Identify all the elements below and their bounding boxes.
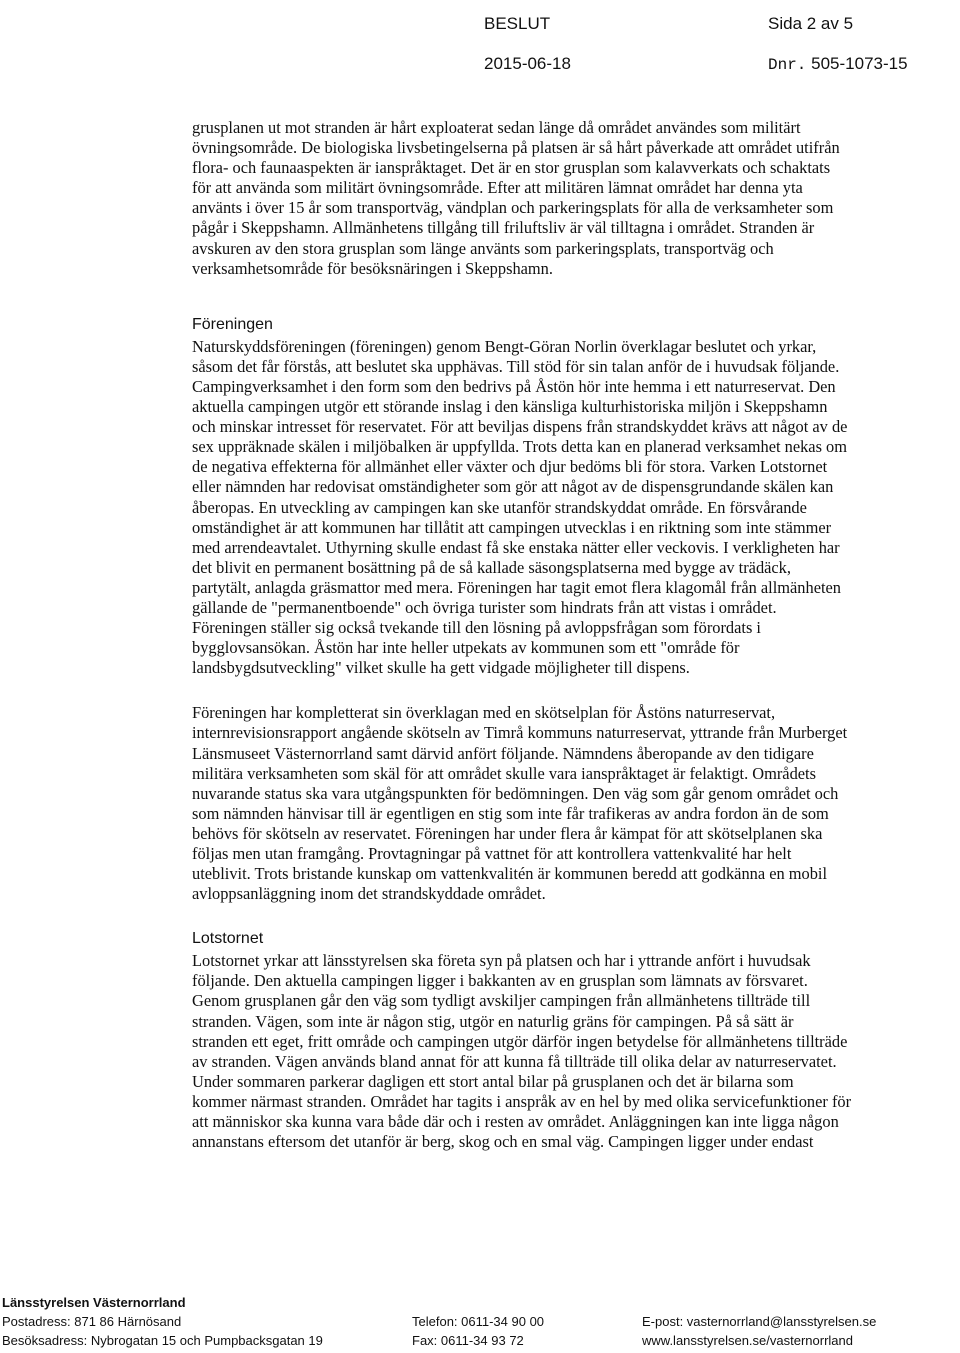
footer-address-column <box>2 1293 323 1350</box>
diary-number-label: Dnr. <box>768 56 807 74</box>
header-left <box>484 4 571 84</box>
footer-phone: Telefon: 0611-34 90 00 <box>412 1314 545 1329</box>
footer-website: www.lansstyrelsen.se/vasternorrland <box>642 1333 853 1348</box>
lotstornet-paragraph-1: Lotstornet yrkar att länsstyrelsen ska företa syn på platsen och har i yttrande anfört i huvudsak följande. Den aktuella campingen ligger i bakkanten av en grusplan som lämnats av försvaret. Genom grusplanen går den väg som tydligt avskiljer campingen från allmänhetens tillträde till stranden. Vägen, som inte är någon stig, utgör en naturlig gräns för campingen. På så sätt är stranden ett eget, fritt område och campingen utgör därför ingen betydelse för allmänhetens tillträde av stranden. Vägen används bland annat för att kunna få tillträde till olika delar av naturreservatet. Under sommaren parkerar dagligen ett stort antal bilar på grusplanen och det är bilarna som kommer närmast stranden. Området har tagits i anspråk av en hel by med olika servicefunktioner för att människor ska kunna vara både där och i resten av området. Anläggningen kan inte ligga någon annanstans eftersom det utanför är berg, skog och en smal väg. Campingen ligger under endast <box>192 951 852 1152</box>
footer-email: E-post: vasternorrland@lansstyrelsen.se <box>642 1314 877 1329</box>
footer-org-name: Länsstyrelsen Västernorrland <box>2 1295 186 1310</box>
diary-number <box>768 44 908 85</box>
foreningen-paragraph-1: Naturskyddsföreningen (föreningen) genom Bengt-Göran Norlin överklagar beslutet och yrkar, såsom det får förstås, att beslutet ska upphävas. Till stöd för sin talan anför de i huvudsak följande. Campingverksamhet i den form som den bedrivs på Åstön hör inte hemma i ett naturreservat. Den aktuella campingen utgör ett störande inslag i den känsliga kulturhistoriska miljön i Skeppshamn och minskar intresset för reservatet. För att beviljas dispens från strandskyddet krävs att något av de sex uppräknade skälen i miljöbalken är uppfyllda. Trots detta kan en planerad verksamhet nekas om de negativa effekterna för allmänhet eller växter och djur bedöms bli för stora. Varken Lotstornet eller nämnden har redovisat omständigheter som gör att något av de dispensgrundande skälen kan åberopas. En utveckling av campingen kan ske utanför strandskyddat område. En försvårande omständighet är att kommunen har tillåtit att campingen utvecklas i en riktning som inte stämmer med arrendeavtalet. Uthyrning skulle endast få ske enstaka nätter eller veckovis. I verkligheten har det blivit en permanent bosättning på de så kallade säsongsplatserna med bygge av trädäck, partytält, anlagda gräsmattor med mera. Föreningen har tagit emot flera klagomål från allmänheten gällande de "permanentboende" och övriga turister som hindrats från att vistas i området. Föreningen ställer sig också tvekande till den lösning på avloppsfrågan som förordats i bygglovsansökan. Åstön har inte heller utpekats av kommunen som ett "område för landsbygdsutveckling" vilket skulle ha gett vidgade möjligheter till dispens. <box>192 336 848 678</box>
intro-paragraph: grusplanen ut mot stranden är hårt exploaterat sedan länge då området användes som militärt övningsområde. De biologiska livsbetingelserna på platsen är så hårt påverkade att området utifrån flora- och faunaaspekten är ianspråktaget. Det är en stor grusplan som kalavverkats och schaktats för att använda som militärt övningsområde. Efter att militären lämnat området har denna yta använts i över 15 år som transportväg, vändplan och parkeringsplats för alla de verksamheter som pågår i Skeppshamn. Allmänhetens tillgång till friluftsliv är väl tilltagna i området. Stranden är avskuren av den stora grusplan som länge använts som parkeringsplats, transportväg och verksamhetsområde för besöksnäringen i Skeppshamn. <box>192 118 840 278</box>
footer-phone-column <box>412 1312 544 1350</box>
footer-postal-address: Postadress: 871 86 Härnösand <box>2 1314 182 1329</box>
document-type: BESLUT <box>484 14 551 33</box>
section-heading-lotstornet: Lotstornet <box>192 930 264 948</box>
footer-visit-address: Besöksadress: Nybrogatan 15 och Pumpbacksgatan 19 <box>2 1333 323 1348</box>
page-number: Sida 2 av 5 <box>768 14 854 33</box>
footer-fax: Fax: 0611-34 93 72 <box>412 1333 524 1348</box>
foreningen-paragraph-2: Föreningen har kompletterat sin överklagan med en skötselplan för Åstöns naturreservat, internrevisionsrapport angående skötseln av Timrå kommuns naturreservat, yttrande från Murberget Länsmuseet Västernorrland samt därvid anfört följande. Nämndens åberopande av den tidigare militära verksamheten som skäl för att området skulle vara ianspråktaget är felaktigt. Områdets nuvarande status ska vara utgångspunkten för bedömningen. Den väg som går genom området och som nämnden hänvisar till är egentligen en stig som inte får trafikeras av andra fordon än de som behövs för skötseln av reservatet. Föreningen har under flera år kämpat för att skötselplanen ska följas men utan framgång. Provtagningar på vattnet för att kontrollera vattenkvalité har helt uteblivit. Trots bristande kunskap om vattenkvalitén är kommunen beredd att godkänna en mobil avloppsanläggning inom det strandskyddade området. <box>192 703 848 904</box>
document-date: 2015-06-18 <box>484 54 571 73</box>
header-right <box>768 4 908 85</box>
footer-contact-column <box>642 1312 876 1350</box>
document-body <box>192 118 852 1152</box>
section-heading-foreningen: Föreningen <box>192 315 273 333</box>
diary-number-value: 505-1073-15 <box>811 54 908 73</box>
